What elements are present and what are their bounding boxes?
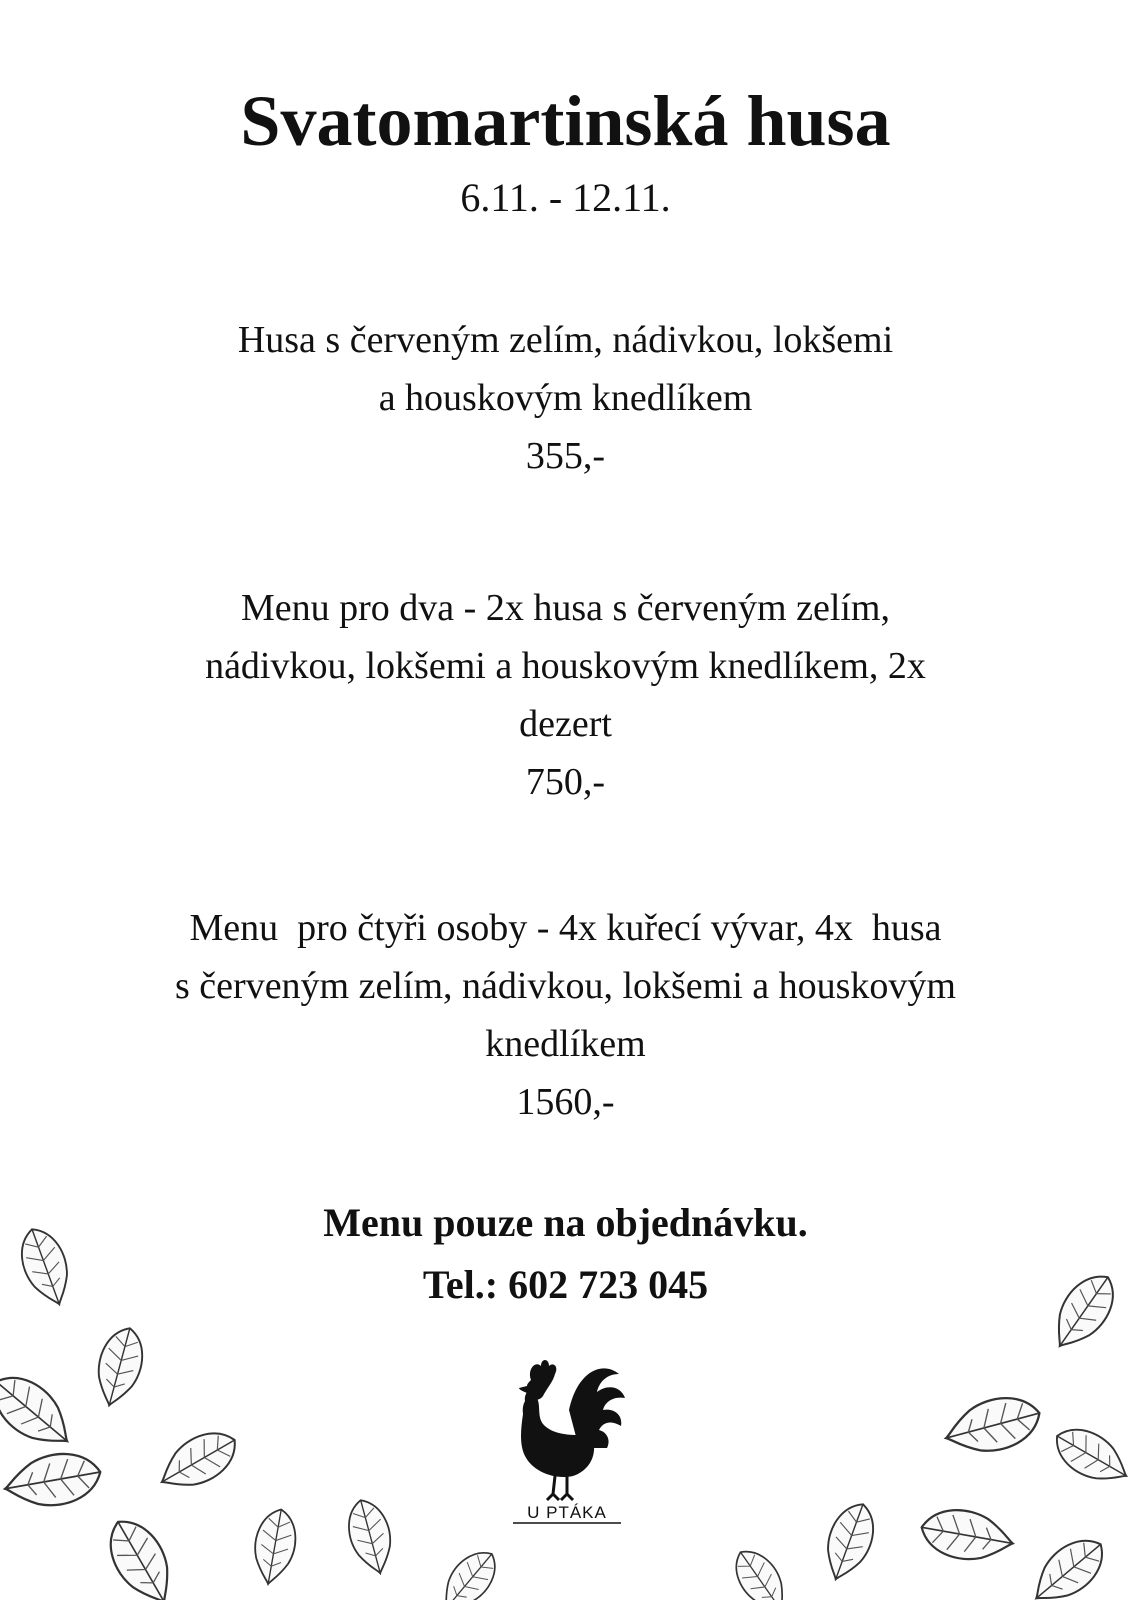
leaf-icon [89,1323,150,1411]
leaf-icon [1047,1418,1131,1494]
order-notice [0,1192,1131,1316]
phone-number: Tel.: 602 723 045 [422,1262,709,1307]
menu-item-description: nádivkou, lokšemi a houskovým knedlíkem, 2x [205,645,926,687]
leaf-icon [432,1542,506,1600]
menu-item-price: 355,- [525,435,606,477]
menu-item-description: Menu pro čtyři osoby - 4x kuřecí vývar, 4x husa [189,907,942,949]
leaf-icon [342,1495,399,1578]
menu-item-description: s červeným zelím, nádivkou, lokšemi a houskovým [175,965,956,1007]
page-title: Svatomartinská husa [240,81,891,161]
leaf-icon [1,1447,105,1513]
leaf-icon [725,1542,796,1600]
order-only-text: Menu pouze na objednávku. [323,1200,808,1245]
restaurant-logo [507,1352,627,1527]
menu-item-price: 1560,- [516,1081,615,1123]
leaf-icon [918,1504,1017,1567]
menu-item-for-two [0,579,1131,811]
logo-text: U PTÁKA [527,1503,607,1522]
menu-item-single [0,311,1131,485]
menu-item-description: Menu pro dva - 2x husa s červeným zelím, [241,587,890,629]
leaf-icon [97,1510,185,1600]
date-range: 6.11. - 12.11. [460,175,671,220]
menu-item-description: knedlíkem [485,1023,646,1065]
leaf-icon [1022,1528,1114,1600]
leaf-icon [940,1389,1046,1462]
menu-item-description: dezert [519,703,612,745]
menu-item-description: a houskovým knedlíkem [378,377,753,419]
leaf-icon [0,1363,82,1459]
menu-item-description: Husa s červeným zelím, nádivkou, lokšemi [237,319,894,361]
leaf-icon [816,1497,882,1586]
menu-item-for-four [0,899,1131,1131]
rooster-icon [519,1360,625,1500]
leaf-icon [249,1506,301,1587]
menu-item-price: 750,- [525,761,606,803]
leaf-icon [151,1421,246,1501]
